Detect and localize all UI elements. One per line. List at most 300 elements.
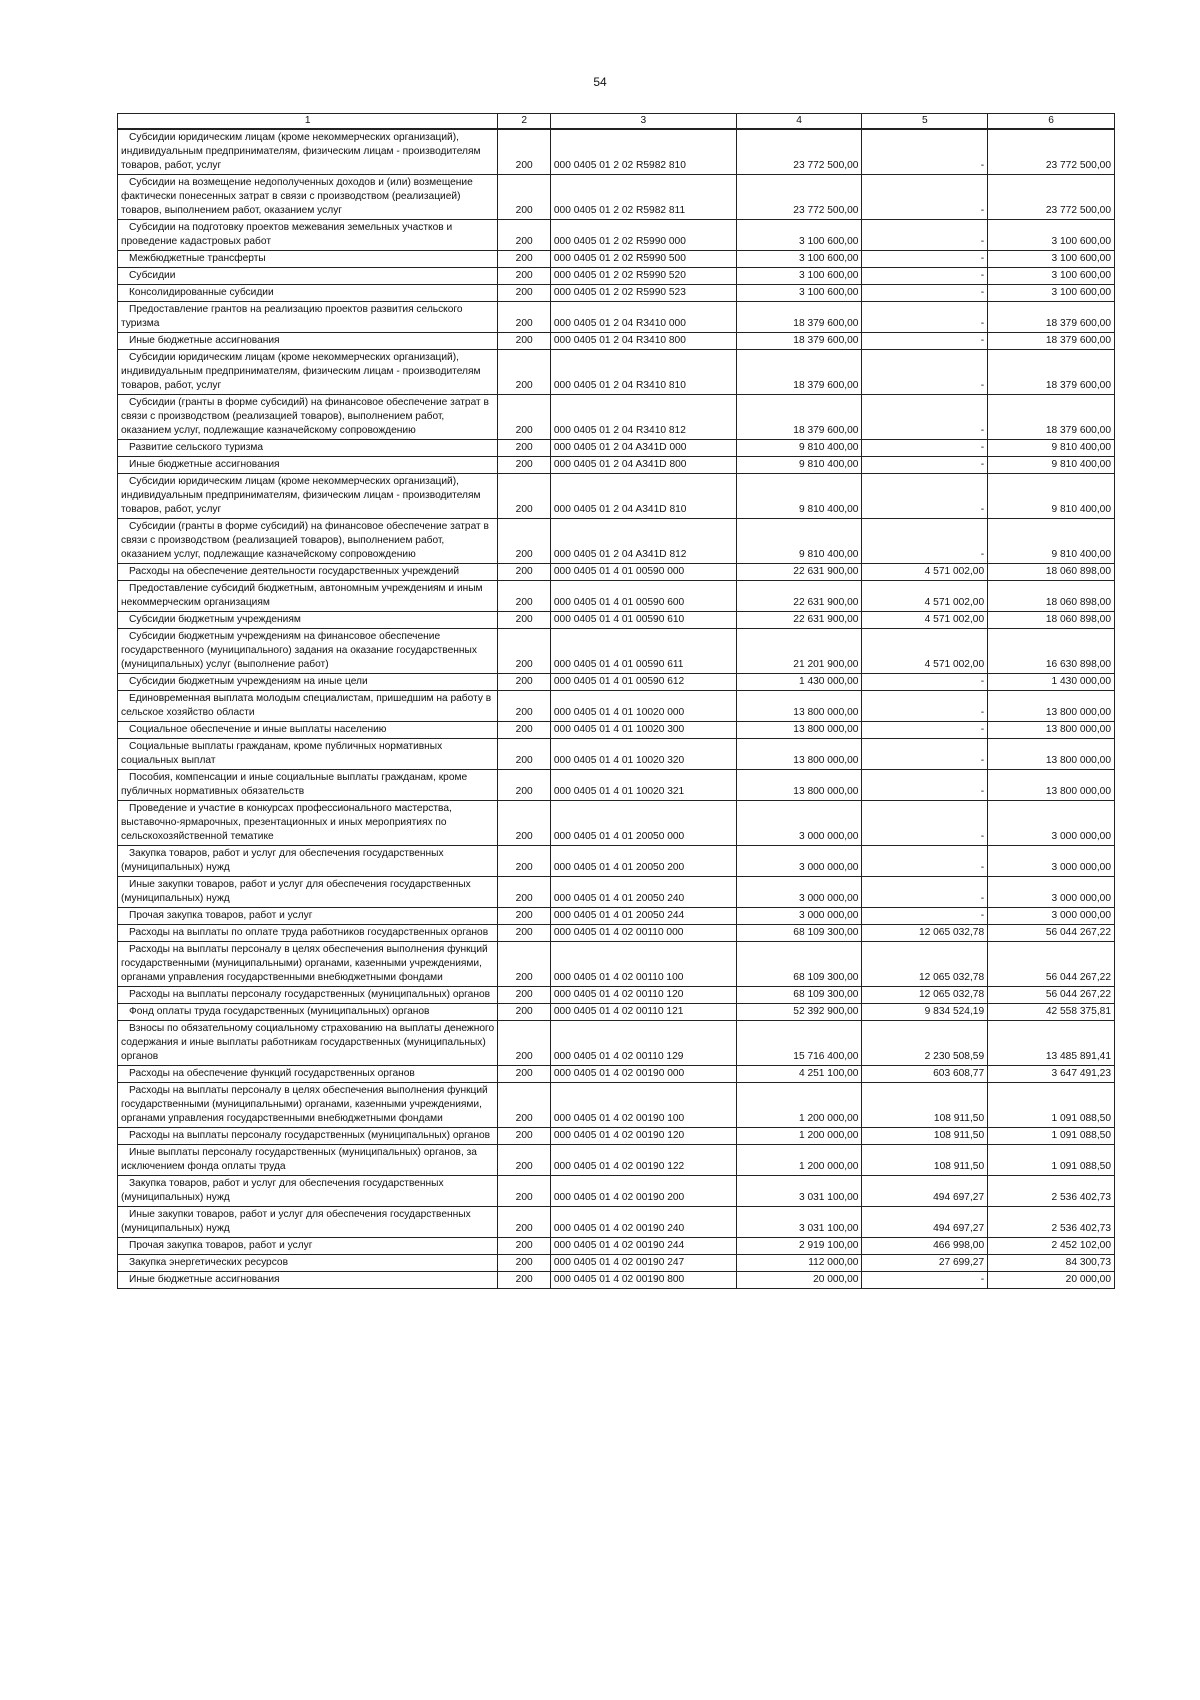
- row-column-4: 9 810 400,00: [736, 440, 862, 457]
- row-column-6: 56 044 267,22: [988, 987, 1115, 1004]
- row-column-4: 18 379 600,00: [736, 302, 862, 333]
- table-row: [118, 519, 1115, 564]
- row-description-text: Расходы на выплаты по оплате труда работников государственных органов: [129, 927, 489, 938]
- row-column-4: 22 631 900,00: [736, 581, 862, 612]
- column-header-2: 2: [498, 114, 550, 130]
- row-description-text: Субсидии на возмещение недополученных доходов и (или) возмещение фактически понесенных затрат в связи с производством (реализацией) товаров, выполнением работ, оказанием услуг: [121, 177, 473, 216]
- table-header-row: [118, 114, 1115, 130]
- row-column-5: -: [862, 691, 988, 722]
- row-column-6: 3 000 000,00: [988, 846, 1115, 877]
- row-budget-code: 000 0405 01 4 02 00110 121: [550, 1004, 736, 1021]
- table-row: [118, 268, 1115, 285]
- table-row: [118, 1021, 1115, 1066]
- row-column-2: 200: [498, 770, 550, 801]
- row-description-text: Прочая закупка товаров, работ и услуг: [129, 910, 313, 921]
- row-column-2: 200: [498, 1083, 550, 1128]
- row-column-4: 23 772 500,00: [736, 129, 862, 175]
- row-column-5: 108 911,50: [862, 1083, 988, 1128]
- row-budget-code: 000 0405 01 4 02 00190 000: [550, 1066, 736, 1083]
- table-row: [118, 801, 1115, 846]
- row-column-2: 200: [498, 908, 550, 925]
- row-column-5: -: [862, 1272, 988, 1289]
- row-description: [118, 350, 498, 395]
- row-description-text: Субсидии бюджетным учреждениям: [129, 614, 301, 625]
- table-row: [118, 285, 1115, 302]
- row-column-4: 3 000 000,00: [736, 846, 862, 877]
- row-description: [118, 333, 498, 350]
- row-budget-code: 000 0405 01 4 01 00590 000: [550, 564, 736, 581]
- row-description-text: Субсидии бюджетным учреждениям на финансовое обеспечение государственного (муниципального) задания на оказание государственных (муниципальных) услуг (выполнение работ): [121, 631, 477, 670]
- row-column-6: 1 091 088,50: [988, 1145, 1115, 1176]
- row-description: [118, 457, 498, 474]
- row-column-5: 4 571 002,00: [862, 629, 988, 674]
- row-column-6: 18 060 898,00: [988, 612, 1115, 629]
- row-column-5: -: [862, 440, 988, 457]
- row-column-4: 112 000,00: [736, 1255, 862, 1272]
- row-column-2: 200: [498, 440, 550, 457]
- row-column-5: -: [862, 739, 988, 770]
- row-description-text: Закупка энергетических ресурсов: [129, 1257, 289, 1268]
- row-budget-code: 000 0405 01 4 01 20050 240: [550, 877, 736, 908]
- row-description: [118, 770, 498, 801]
- row-description: [118, 801, 498, 846]
- row-column-2: 200: [498, 925, 550, 942]
- row-description-text: Иные бюджетные ассигнования: [129, 335, 280, 346]
- row-column-5: -: [862, 302, 988, 333]
- row-description-text: Расходы на выплаты персоналу в целях обеспечения выполнения функций государственными (муниципальными) органами, казенными учреждениями, органами управления государственными внебюджетными фондами: [121, 944, 488, 983]
- table-row: [118, 1128, 1115, 1145]
- row-budget-code: 000 0405 01 4 02 00190 200: [550, 1176, 736, 1207]
- table-row: [118, 1004, 1115, 1021]
- row-column-6: 18 379 600,00: [988, 302, 1115, 333]
- row-column-2: 200: [498, 350, 550, 395]
- table-row: [118, 691, 1115, 722]
- row-column-2: 200: [498, 1272, 550, 1289]
- row-column-4: 13 800 000,00: [736, 722, 862, 739]
- column-header-4: 4: [736, 114, 862, 130]
- row-column-6: 3 000 000,00: [988, 877, 1115, 908]
- row-column-2: 200: [498, 612, 550, 629]
- row-column-2: 200: [498, 1004, 550, 1021]
- row-column-2: 200: [498, 333, 550, 350]
- row-column-6: 2 536 402,73: [988, 1176, 1115, 1207]
- row-description: [118, 1021, 498, 1066]
- row-column-4: 3 000 000,00: [736, 908, 862, 925]
- row-description: [118, 877, 498, 908]
- budget-table: [117, 113, 1115, 1289]
- row-description-text: Социальное обеспечение и иные выплаты населению: [129, 724, 387, 735]
- row-budget-code: 000 0405 01 2 04 R3410 812: [550, 395, 736, 440]
- row-column-5: 4 571 002,00: [862, 581, 988, 612]
- table-row: [118, 474, 1115, 519]
- table-row: [118, 302, 1115, 333]
- table-row: [118, 1255, 1115, 1272]
- row-description-text: Прочая закупка товаров, работ и услуг: [129, 1240, 313, 1251]
- row-description: [118, 908, 498, 925]
- table-row: [118, 1145, 1115, 1176]
- row-column-2: 200: [498, 801, 550, 846]
- row-description: [118, 519, 498, 564]
- row-description: [118, 722, 498, 739]
- row-description-text: Субсидии юридическим лицам (кроме некоммерческих организаций), индивидуальным предпринимателям, физическим лицам - производителям товаров, работ, услуг: [121, 352, 481, 391]
- row-column-4: 3 031 100,00: [736, 1176, 862, 1207]
- row-column-6: 18 060 898,00: [988, 581, 1115, 612]
- row-column-5: -: [862, 770, 988, 801]
- page-number: 54: [593, 75, 607, 89]
- row-column-2: 200: [498, 987, 550, 1004]
- table-row: [118, 987, 1115, 1004]
- table-row: [118, 350, 1115, 395]
- row-description-text: Консолидированные субсидии: [129, 287, 274, 298]
- row-column-6: 18 379 600,00: [988, 350, 1115, 395]
- row-column-6: 3 000 000,00: [988, 801, 1115, 846]
- row-column-5: -: [862, 674, 988, 691]
- row-budget-code: 000 0405 01 4 01 20050 244: [550, 908, 736, 925]
- row-column-5: 466 998,00: [862, 1238, 988, 1255]
- row-column-5: 494 697,27: [862, 1207, 988, 1238]
- row-description: [118, 1145, 498, 1176]
- row-column-5: -: [862, 395, 988, 440]
- row-description: [118, 629, 498, 674]
- row-column-5: -: [862, 268, 988, 285]
- table-row: [118, 674, 1115, 691]
- row-description: [118, 1207, 498, 1238]
- table-row: [118, 395, 1115, 440]
- row-column-5: -: [862, 908, 988, 925]
- row-budget-code: 000 0405 01 4 02 00190 122: [550, 1145, 736, 1176]
- row-column-5: -: [862, 220, 988, 251]
- row-description-text: Расходы на обеспечение функций государственных органов: [129, 1068, 415, 1079]
- row-description: [118, 691, 498, 722]
- row-description-text: Предоставление субсидий бюджетным, автономным учреждениям и иным некоммерческим организациям: [121, 583, 483, 608]
- row-column-4: 23 772 500,00: [736, 175, 862, 220]
- row-column-5: 27 699,27: [862, 1255, 988, 1272]
- row-column-5: -: [862, 846, 988, 877]
- row-column-2: 200: [498, 1066, 550, 1083]
- column-header-5: 5: [862, 114, 988, 130]
- row-description: [118, 987, 498, 1004]
- row-column-6: 3 100 600,00: [988, 285, 1115, 302]
- column-header-6: 6: [988, 114, 1115, 130]
- table-row: [118, 925, 1115, 942]
- row-description-text: Субсидии юридическим лицам (кроме некоммерческих организаций), индивидуальным предпринимателям, физическим лицам - производителям товаров, работ, услуг: [121, 476, 481, 515]
- row-column-6: 3 647 491,23: [988, 1066, 1115, 1083]
- row-column-2: 200: [498, 1238, 550, 1255]
- row-budget-code: 000 0405 01 2 04 R3410 810: [550, 350, 736, 395]
- row-column-2: 200: [498, 1255, 550, 1272]
- row-description-text: Развитие сельского туризма: [129, 442, 264, 453]
- row-column-5: -: [862, 251, 988, 268]
- row-description: [118, 1238, 498, 1255]
- row-column-6: 23 772 500,00: [988, 129, 1115, 175]
- row-budget-code: 000 0405 01 4 01 00590 612: [550, 674, 736, 691]
- row-column-4: 2 919 100,00: [736, 1238, 862, 1255]
- table-row: [118, 908, 1115, 925]
- row-column-4: 13 800 000,00: [736, 691, 862, 722]
- row-description-text: Проведение и участие в конкурсах профессионального мастерства, выставочно-ярмарочных, презентационных и иных мероприятиях по сельскохозяйственной тематике: [121, 803, 452, 842]
- row-description: [118, 925, 498, 942]
- row-description: [118, 1176, 498, 1207]
- row-column-5: 12 065 032,78: [862, 987, 988, 1004]
- row-column-5: 12 065 032,78: [862, 925, 988, 942]
- row-column-5: -: [862, 285, 988, 302]
- table-row: [118, 333, 1115, 350]
- table-row: [118, 1176, 1115, 1207]
- row-description: [118, 440, 498, 457]
- row-budget-code: 000 0405 01 4 02 00190 240: [550, 1207, 736, 1238]
- row-column-2: 200: [498, 739, 550, 770]
- row-column-2: 200: [498, 722, 550, 739]
- row-column-4: 22 631 900,00: [736, 564, 862, 581]
- row-description-text: Социальные выплаты гражданам, кроме публичных нормативных социальных выплат: [121, 741, 443, 766]
- row-description-text: Иные бюджетные ассигнования: [129, 1274, 280, 1285]
- row-budget-code: 000 0405 01 2 04 A341D 800: [550, 457, 736, 474]
- row-column-4: 22 631 900,00: [736, 612, 862, 629]
- row-column-4: 3 000 000,00: [736, 877, 862, 908]
- row-budget-code: 000 0405 01 4 02 00190 244: [550, 1238, 736, 1255]
- row-column-2: 200: [498, 691, 550, 722]
- row-column-6: 9 810 400,00: [988, 457, 1115, 474]
- row-description: [118, 395, 498, 440]
- row-description: [118, 846, 498, 877]
- row-description: [118, 474, 498, 519]
- row-column-4: 3 100 600,00: [736, 220, 862, 251]
- row-column-4: 15 716 400,00: [736, 1021, 862, 1066]
- row-budget-code: 000 0405 01 4 01 00590 600: [550, 581, 736, 612]
- row-budget-code: 000 0405 01 2 02 R5982 810: [550, 129, 736, 175]
- row-budget-code: 000 0405 01 4 02 00110 100: [550, 942, 736, 987]
- row-description-text: Пособия, компенсации и иные социальные выплаты гражданам, кроме публичных нормативных обязательств: [121, 772, 468, 797]
- table-row: [118, 629, 1115, 674]
- row-column-5: -: [862, 333, 988, 350]
- row-column-2: 200: [498, 564, 550, 581]
- row-column-6: 13 485 891,41: [988, 1021, 1115, 1066]
- table-row: [118, 722, 1115, 739]
- row-description: [118, 285, 498, 302]
- row-column-2: 200: [498, 1176, 550, 1207]
- row-description-text: Закупка товаров, работ и услуг для обеспечения государственных (муниципальных) нужд: [121, 1178, 444, 1203]
- row-description: [118, 674, 498, 691]
- row-description-text: Иные бюджетные ассигнования: [129, 459, 280, 470]
- row-description-text: Субсидии бюджетным учреждениям на иные цели: [129, 676, 368, 687]
- row-description: [118, 612, 498, 629]
- row-column-4: 20 000,00: [736, 1272, 862, 1289]
- row-column-5: 4 571 002,00: [862, 564, 988, 581]
- row-column-4: 3 000 000,00: [736, 801, 862, 846]
- table-row: [118, 564, 1115, 581]
- row-description-text: Расходы на выплаты персоналу в целях обеспечения выполнения функций государственными (муниципальными) органами, казенными учреждениями, органами управления государственными внебюджетными фондами: [121, 1085, 488, 1124]
- row-column-2: 200: [498, 285, 550, 302]
- row-column-5: -: [862, 877, 988, 908]
- row-column-2: 200: [498, 942, 550, 987]
- row-column-2: 200: [498, 175, 550, 220]
- column-header-1: 1: [118, 114, 498, 130]
- table-body: [118, 129, 1115, 1289]
- table-row: [118, 612, 1115, 629]
- row-description-text: Единовременная выплата молодым специалистам, пришедшим на работу в сельское хозяйство области: [121, 693, 492, 718]
- row-budget-code: 000 0405 01 2 02 R5982 811: [550, 175, 736, 220]
- row-column-4: 1 200 000,00: [736, 1145, 862, 1176]
- row-description: [118, 1272, 498, 1289]
- row-description: [118, 581, 498, 612]
- table-row: [118, 877, 1115, 908]
- row-column-2: 200: [498, 519, 550, 564]
- table-row: [118, 846, 1115, 877]
- row-description: [118, 1083, 498, 1128]
- row-column-4: 1 200 000,00: [736, 1128, 862, 1145]
- row-description-text: Расходы на выплаты персоналу государственных (муниципальных) органов: [129, 1130, 491, 1141]
- table-row: [118, 581, 1115, 612]
- row-column-2: 200: [498, 457, 550, 474]
- row-column-4: 68 109 300,00: [736, 925, 862, 942]
- row-column-6: 2 452 102,00: [988, 1238, 1115, 1255]
- row-description-text: Субсидии юридическим лицам (кроме некоммерческих организаций), индивидуальным предпринимателям, физическим лицам - производителям товаров, работ, услуг: [121, 132, 481, 171]
- row-column-5: 12 065 032,78: [862, 942, 988, 987]
- row-column-6: 3 100 600,00: [988, 220, 1115, 251]
- table-row: [118, 1066, 1115, 1083]
- row-column-5: -: [862, 801, 988, 846]
- row-column-6: 16 630 898,00: [988, 629, 1115, 674]
- table-row: [118, 1207, 1115, 1238]
- row-column-6: 9 810 400,00: [988, 474, 1115, 519]
- row-column-6: 1 430 000,00: [988, 674, 1115, 691]
- row-column-4: 18 379 600,00: [736, 350, 862, 395]
- row-description: [118, 942, 498, 987]
- row-column-6: 2 536 402,73: [988, 1207, 1115, 1238]
- row-column-4: 9 810 400,00: [736, 474, 862, 519]
- row-column-5: -: [862, 722, 988, 739]
- row-budget-code: 000 0405 01 2 04 A341D 810: [550, 474, 736, 519]
- row-column-4: 68 109 300,00: [736, 942, 862, 987]
- table-row: [118, 129, 1115, 175]
- table-row: [118, 220, 1115, 251]
- row-column-6: 18 060 898,00: [988, 564, 1115, 581]
- row-column-4: 3 100 600,00: [736, 285, 862, 302]
- row-description: [118, 739, 498, 770]
- row-budget-code: 000 0405 01 2 02 R5990 500: [550, 251, 736, 268]
- row-column-2: 200: [498, 581, 550, 612]
- row-column-6: 13 800 000,00: [988, 722, 1115, 739]
- row-description-text: Межбюджетные трансферты: [129, 253, 266, 264]
- row-column-6: 84 300,73: [988, 1255, 1115, 1272]
- row-column-5: 603 608,77: [862, 1066, 988, 1083]
- table-row: [118, 251, 1115, 268]
- row-column-5: 4 571 002,00: [862, 612, 988, 629]
- table-row: [118, 440, 1115, 457]
- row-description-text: Иные закупки товаров, работ и услуг для обеспечения государственных (муниципальных) нужд: [121, 1209, 471, 1234]
- row-column-4: 1 200 000,00: [736, 1083, 862, 1128]
- row-budget-code: 000 0405 01 4 02 00110 120: [550, 987, 736, 1004]
- row-column-6: 20 000,00: [988, 1272, 1115, 1289]
- row-column-2: 200: [498, 251, 550, 268]
- row-column-6: 42 558 375,81: [988, 1004, 1115, 1021]
- row-description-text: Расходы на выплаты персоналу государственных (муниципальных) органов: [129, 989, 491, 1000]
- row-description: [118, 175, 498, 220]
- row-budget-code: 000 0405 01 4 01 10020 320: [550, 739, 736, 770]
- row-description-text: Иные закупки товаров, работ и услуг для обеспечения государственных (муниципальных) нужд: [121, 879, 471, 904]
- row-column-2: 200: [498, 674, 550, 691]
- row-column-5: -: [862, 350, 988, 395]
- row-column-4: 1 430 000,00: [736, 674, 862, 691]
- row-description: [118, 1128, 498, 1145]
- table-row: [118, 1083, 1115, 1128]
- row-column-6: 3 100 600,00: [988, 268, 1115, 285]
- row-column-5: 108 911,50: [862, 1145, 988, 1176]
- row-column-4: 21 201 900,00: [736, 629, 862, 674]
- row-column-4: 3 100 600,00: [736, 251, 862, 268]
- row-column-6: 3 000 000,00: [988, 908, 1115, 925]
- row-description: [118, 1066, 498, 1083]
- row-budget-code: 000 0405 01 2 04 R3410 800: [550, 333, 736, 350]
- row-description-text: Расходы на обеспечение деятельности государственных учреждений: [129, 566, 460, 577]
- row-description-text: Иные выплаты персоналу государственных (муниципальных) органов, за исключением фонда оплаты труда: [121, 1147, 477, 1172]
- row-column-4: 52 392 900,00: [736, 1004, 862, 1021]
- row-column-4: 9 810 400,00: [736, 519, 862, 564]
- row-budget-code: 000 0405 01 2 04 A341D 000: [550, 440, 736, 457]
- row-column-5: -: [862, 457, 988, 474]
- row-column-6: 23 772 500,00: [988, 175, 1115, 220]
- row-column-6: 18 379 600,00: [988, 395, 1115, 440]
- row-budget-code: 000 0405 01 4 01 10020 000: [550, 691, 736, 722]
- row-budget-code: 000 0405 01 4 02 00110 000: [550, 925, 736, 942]
- column-header-3: 3: [550, 114, 736, 130]
- table-row: [118, 739, 1115, 770]
- row-column-6: 56 044 267,22: [988, 942, 1115, 987]
- row-budget-code: 000 0405 01 4 02 00190 100: [550, 1083, 736, 1128]
- row-column-4: 18 379 600,00: [736, 333, 862, 350]
- row-column-2: 200: [498, 629, 550, 674]
- table-row: [118, 770, 1115, 801]
- row-description-text: Закупка товаров, работ и услуг для обеспечения государственных (муниципальных) нужд: [121, 848, 444, 873]
- row-column-2: 200: [498, 302, 550, 333]
- row-column-2: 200: [498, 474, 550, 519]
- row-description-text: Субсидии на подготовку проектов межевания земельных участков и проведение кадастровых работ: [121, 222, 453, 247]
- row-description: [118, 1004, 498, 1021]
- row-budget-code: 000 0405 01 2 04 A341D 812: [550, 519, 736, 564]
- table-row: [118, 1238, 1115, 1255]
- row-budget-code: 000 0405 01 4 01 20050 200: [550, 846, 736, 877]
- row-column-2: 200: [498, 268, 550, 285]
- row-description-text: Субсидии (гранты в форме субсидий) на финансовое обеспечение затрат в связи с производством (реализацией товаров), выполнением работ, оказанием услуг, подлежащие казначейскому сопровождению: [121, 521, 489, 560]
- row-budget-code: 000 0405 01 4 01 20050 000: [550, 801, 736, 846]
- row-column-6: 13 800 000,00: [988, 691, 1115, 722]
- row-budget-code: 000 0405 01 4 01 00590 611: [550, 629, 736, 674]
- row-budget-code: 000 0405 01 2 02 R5990 520: [550, 268, 736, 285]
- row-description-text: Взносы по обязательному социальному страхованию на выплаты денежного содержания и иные выплаты работникам государственных (муниципальных) органов: [121, 1023, 495, 1062]
- row-column-5: -: [862, 519, 988, 564]
- row-column-6: 9 810 400,00: [988, 519, 1115, 564]
- row-column-4: 9 810 400,00: [736, 457, 862, 474]
- row-column-2: 200: [498, 220, 550, 251]
- row-description-text: Предоставление грантов на реализацию проектов развития сельского туризма: [121, 304, 463, 329]
- row-column-2: 200: [498, 395, 550, 440]
- row-budget-code: 000 0405 01 4 01 10020 300: [550, 722, 736, 739]
- row-budget-code: 000 0405 01 4 02 00190 247: [550, 1255, 736, 1272]
- row-column-4: 68 109 300,00: [736, 987, 862, 1004]
- row-description: [118, 251, 498, 268]
- row-column-6: 1 091 088,50: [988, 1083, 1115, 1128]
- row-column-2: 200: [498, 846, 550, 877]
- row-column-6: 56 044 267,22: [988, 925, 1115, 942]
- row-column-4: 13 800 000,00: [736, 770, 862, 801]
- row-budget-code: 000 0405 01 4 01 10020 321: [550, 770, 736, 801]
- row-column-6: 18 379 600,00: [988, 333, 1115, 350]
- table-row: [118, 457, 1115, 474]
- row-budget-code: 000 0405 01 4 02 00190 800: [550, 1272, 736, 1289]
- row-column-2: 200: [498, 1207, 550, 1238]
- row-column-5: -: [862, 474, 988, 519]
- row-column-6: 13 800 000,00: [988, 770, 1115, 801]
